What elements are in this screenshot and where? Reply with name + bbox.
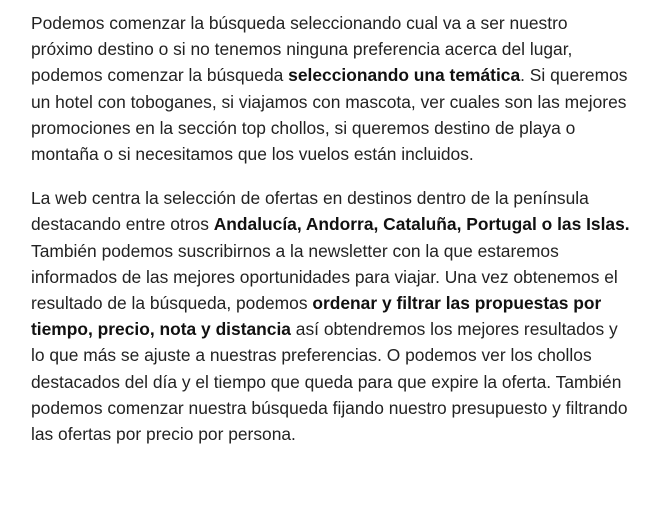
paragraph-1-text-2: . Si queremos un hotel con toboganes, si viajamos con mascota, ver cuales son las mejores promociones en la sección top chollos, si queremos destino de playa o montaña o si necesitamos que los vuelos están incluidos.: [31, 65, 628, 165]
paragraph-2-text-2: También podemos suscribirnos a la newsletter con la que estaremos informados de las mejores oportunidades para viajar. Una vez obtenemos el resultado de la búsqueda, podemos: [31, 240, 618, 314]
paragraph-1-text-1: Podemos comenzar la búsqueda seleccionando cual va a ser nuestro próximo destino o si no tenemos ninguna preferencia acerca del lugar, podemos comenzar la búsqueda: [31, 13, 573, 86]
paragraph-2-text-1: La web centra la selección de ofertas en destinos dentro de la península destacando entre otros: [31, 188, 589, 235]
paragraph-2-bold-2: ordenar y filtrar las propuestas por tiempo, precio, nota y distancia: [31, 293, 602, 340]
article-body: [31, 10, 631, 465]
paragraph-2-text-3: así obtendremos los mejores resultados y lo que más se ajuste a nuestras preferencias. O podemos ver los chollos destacados del día y el tiempo que queda para que expire la oferta. También podemos comenzar nuestra búsqueda fijando nuestro presupuesto y filtrando las ofertas por precio por persona.: [31, 319, 628, 445]
paragraph-2-bold-1: Andalucía, Andorra, Cataluña, Portugal o las Islas.: [213, 214, 630, 235]
paragraph-1: [31, 10, 631, 167]
paragraph-2: [31, 185, 631, 447]
paragraph-1-bold-1: seleccionando una temática: [288, 65, 521, 86]
